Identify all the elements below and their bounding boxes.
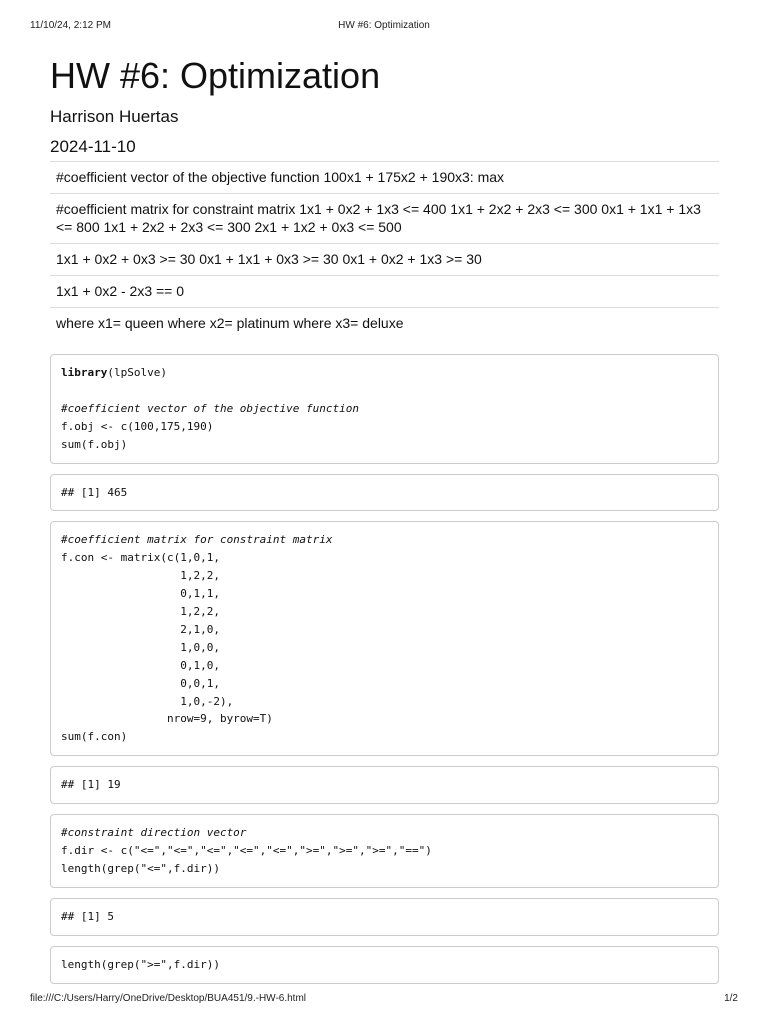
- code-comment: #coefficient matrix for constraint matrix: [61, 533, 333, 547]
- print-doc-title: HW #6: Optimization: [338, 20, 430, 31]
- code-library-arg: (lpSolve): [107, 366, 167, 379]
- code-line: sum(f.con): [61, 730, 128, 744]
- code-line: f.con <- matrix(c(1,0,1,: [61, 551, 220, 565]
- code-line: 0,1,1,: [61, 587, 220, 601]
- document-date: 2024-11-10: [50, 137, 136, 156]
- code-comment: #coefficient vector of the objective function: [61, 401, 360, 415]
- table-row: [50, 276, 719, 308]
- document-body: [50, 54, 719, 994]
- note-variable-definitions: where x1= queen where x2= platinum where x3= deluxe: [50, 308, 719, 340]
- code-line: f.obj <- c(100,175,190): [61, 419, 214, 433]
- code-line: 2,1,0,: [61, 622, 220, 636]
- print-datetime: 11/10/24, 2:12 PM: [30, 20, 111, 31]
- code-output: ## [1] 5: [61, 909, 114, 923]
- code-line: nrow=9, byrow=T): [61, 712, 273, 726]
- print-footer: [30, 993, 738, 1007]
- code-block-objective: [50, 354, 719, 464]
- code-line: 1,2,2,: [61, 569, 220, 583]
- table-row: [50, 162, 719, 194]
- note-equality-constraint: 1x1 + 0x2 - 2x3 == 0: [50, 276, 719, 308]
- code-line: 0,1,0,: [61, 658, 220, 672]
- table-row: [50, 194, 719, 244]
- table-row: [50, 308, 719, 340]
- note-min-constraints: 1x1 + 0x2 + 0x3 >= 30 0x1 + 1x1 + 0x3 >= 30 0x1 + 0x2 + 1x3 >= 30: [50, 244, 719, 276]
- code-output: ## [1] 19: [61, 778, 121, 792]
- code-keyword-library: library: [61, 366, 108, 379]
- code-line: length(grep(">=",f.dir)): [61, 957, 220, 971]
- note-objective: #coefficient vector of the objective function 100x1 + 175x2 + 190x3: max: [50, 162, 719, 194]
- code-block-constraint-matrix: [50, 521, 719, 756]
- code-line: 0,0,1,: [61, 676, 220, 690]
- note-constraint-matrix: #coefficient matrix for constraint matrix 1x1 + 0x2 + 1x3 <= 400 1x1 + 2x2 + 2x3 <= 300 0x1 + 1x1 + 1x3 <= 800 1x1 + 2x2 + 2x3 <= 300 2x1 + 1x2 + 0x3 <= 500: [50, 194, 719, 244]
- code-line: 1,0,0,: [61, 640, 220, 654]
- code-block-ge-count: [50, 946, 719, 984]
- page-number: 1/2: [724, 993, 738, 1004]
- table-row: [50, 244, 719, 276]
- code-output: ## [1] 465: [61, 485, 128, 499]
- output-block-le-count: [50, 898, 719, 936]
- print-header: [30, 20, 738, 34]
- output-block-objective-sum: [50, 474, 719, 512]
- author: Harrison Huertas: [50, 107, 179, 126]
- code-line: 1,0,-2),: [61, 694, 234, 708]
- code-line: sum(f.obj): [61, 437, 128, 451]
- code-block-constraint-direction: [50, 814, 719, 888]
- output-block-matrix-sum: [50, 766, 719, 804]
- code-line: length(grep("<=",f.dir)): [61, 862, 220, 876]
- page-title: HW #6: Optimization: [50, 55, 381, 96]
- code-comment: #constraint direction vector: [61, 826, 247, 840]
- code-line: 1,2,2,: [61, 605, 220, 619]
- file-path: file:///C:/Users/Harry/OneDrive/Desktop/BUA451/9.-HW-6.html: [30, 993, 307, 1004]
- notes-table: [50, 161, 719, 339]
- code-line: f.dir <- c("<=","<=","<=","<=","<=",">=",">=",">=","=="): [61, 844, 432, 858]
